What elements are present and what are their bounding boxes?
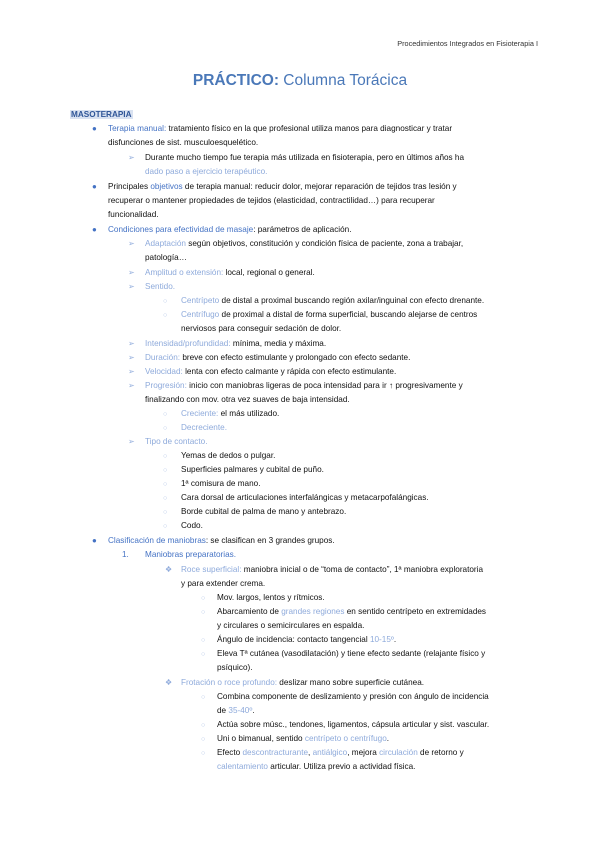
objetivos-line-3: funcionalidad. (108, 210, 159, 219)
arrow-bullet-icon: ➢ (128, 367, 135, 376)
tipo-item: Codo. (181, 521, 203, 530)
circle-bullet-icon: ○ (163, 467, 168, 474)
intensidad-line: Intensidad/profundidad: mínima, media y máxima. (145, 339, 327, 348)
circle-bullet-icon: ○ (201, 694, 206, 701)
list-number: 1. (122, 550, 129, 559)
velocidad-line: Velocidad: lenta con efecto calmante y rápida con efecto estimulante. (145, 367, 397, 376)
circle-bullet-icon: ○ (201, 637, 206, 644)
circle-bullet-icon: ○ (163, 453, 168, 460)
circle-bullet-icon: ○ (163, 425, 168, 432)
arrow-bullet-icon: ➢ (128, 239, 135, 248)
tipo-item: Borde cubital de palma de mano y antebrazo. (181, 507, 347, 516)
frotacion-line: Frotación o roce profundo: deslizar mano sobre superficie cutánea. (181, 678, 425, 687)
adaptacion-line-1: Adaptación según objetivos, constitución y condición física de paciente, zona a trabajar, (145, 239, 464, 248)
progresion-line-2: finalizando con mov. otra vez suaves de baja intensidad. (145, 395, 350, 404)
objetivos-line-2: recuperar o mantener propiedades de tejidos (elasticidad, contractilidad…) para recuperar (108, 196, 435, 205)
creciente-line: Creciente: el más utilizado. (181, 409, 280, 418)
arrow-bullet-icon: ➢ (128, 437, 135, 446)
tipo-item: 1ª comisura de mano. (181, 479, 261, 488)
page-title (0, 72, 600, 90)
bullet-icon: ● (92, 182, 97, 191)
roce-detail: Eleva Tª cutánea (vasodilatación) y tiene efecto sedante (relajante físico y (217, 649, 486, 658)
terapia-sub-1: Durante mucho tiempo fue terapia más utilizada en fisioterapia, pero en últimos años ha (145, 153, 465, 162)
adaptacion-line-2: patología… (145, 253, 187, 262)
arrow-bullet-icon: ➢ (128, 353, 135, 362)
bullet-icon: ● (92, 536, 97, 545)
preparatorias-line: Maniobras preparatorias. (145, 550, 237, 559)
roce-line-2: y para extender crema. (181, 579, 266, 588)
section-heading: MASOTERAPIA (71, 110, 132, 119)
frotacion-detail: Combina componente de deslizamiento y presión con ángulo de incidencia (217, 692, 489, 701)
progresion-line-1: Progresión: inicio con maniobras ligeras de poca intensidad para ir ↑ progresivamente y (145, 381, 463, 390)
centrifugo-line-2: nerviosos para conseguir sedación de dolor. (181, 324, 342, 333)
circle-bullet-icon: ○ (201, 651, 206, 658)
terapia-line-2: disfunciones de sist. musculoesquelético. (108, 138, 259, 147)
circle-bullet-icon: ○ (163, 312, 168, 319)
roce-detail: psíquico). (217, 663, 253, 672)
circle-bullet-icon: ○ (163, 523, 168, 530)
circle-bullet-icon: ○ (201, 722, 206, 729)
tipo-item: Superficies palmares y cubital de puño. (181, 465, 324, 474)
clasificacion-line: Clasificación de maniobras: se clasifican en 3 grandes grupos. (108, 536, 335, 545)
arrow-bullet-icon: ➢ (128, 339, 135, 348)
tipo-contacto-line: Tipo de contacto. (145, 437, 208, 446)
circle-bullet-icon: ○ (201, 609, 206, 616)
frotacion-detail: Efecto descontracturante, antiálgico, mejora circulación de retorno y (217, 748, 464, 757)
sentido-line: Sentido. (145, 282, 176, 291)
circle-bullet-icon: ○ (163, 495, 168, 502)
frotacion-detail: Uni o bimanual, sentido centrípeto o centrífugo. (217, 734, 390, 743)
circle-bullet-icon: ○ (201, 750, 206, 757)
circle-bullet-icon: ○ (163, 481, 168, 488)
arrow-bullet-icon: ➢ (128, 282, 135, 291)
circle-bullet-icon: ○ (201, 736, 206, 743)
circle-bullet-icon: ○ (163, 509, 168, 516)
frotacion-detail: de 35-40º. (217, 706, 255, 715)
arrow-bullet-icon: ➢ (128, 153, 135, 162)
roce-detail: y circulares o semicirculares en espalda. (217, 621, 365, 630)
circle-bullet-icon: ○ (163, 411, 168, 418)
title-bold: PRÁCTICO: (192, 72, 279, 89)
tipo-item: Cara dorsal de articulaciones interfalángicas y metacarpofalángicas. (181, 493, 429, 502)
centripeto-line: Centrípeto de distal a proximal buscando región axilar/inguinal con efecto drenante. (181, 296, 485, 305)
tipo-item: Yemas de dedos o pulgar. (181, 451, 276, 460)
diamond-bullet-icon: ❖ (165, 565, 173, 574)
circle-bullet-icon: ○ (163, 298, 168, 305)
arrow-bullet-icon: ➢ (128, 268, 135, 277)
bullet-icon: ● (92, 124, 97, 133)
decreciente-line: Decreciente. (181, 423, 227, 432)
arrow-bullet-icon: ➢ (128, 381, 135, 390)
objetivos-line-1: Principales objetivos de terapia manual: reducir dolor, mejorar reparación de tejidos tras lesión y (108, 182, 457, 191)
terapia-line-1: Terapia manual: tratamiento físico en la que profesional utiliza manos para diagnosticar y tratar (108, 124, 453, 133)
running-header: Procedimientos Integrados en Fisioterapia I (397, 39, 538, 48)
frotacion-detail: calentamiento articular. Utiliza previo a actividad física. (217, 762, 416, 771)
terapia-sub-2: dado paso a ejercicio terapéutico. (145, 167, 268, 176)
roce-detail: Abarcamiento de grandes regiones en sentido centrípeto en extremidades (217, 607, 487, 616)
roce-detail: Mov. largos, lentos y rítmicos. (217, 593, 325, 602)
frotacion-detail: Actúa sobre músc., tendones, ligamentos, cápsula articular y sist. vascular. (217, 720, 490, 729)
duracion-line: Duración: breve con efecto estimulante y prolongado con efecto sedante. (145, 353, 411, 362)
circle-bullet-icon: ○ (201, 595, 206, 602)
amplitud-line: Amplitud o extensión: local, regional o general. (145, 268, 315, 277)
centrifugo-line-1: Centrífugo de proximal a distal de forma superficial, buscando alejarse de centros (181, 310, 478, 319)
bullet-icon: ● (92, 225, 97, 234)
roce-detail: Ángulo de incidencia: contacto tangencial 10-15º. (217, 635, 397, 644)
title-rest: Columna Torácica (279, 72, 408, 89)
diamond-bullet-icon: ❖ (165, 678, 173, 687)
condiciones-line: Condiciones para efectividad de masaje: parámetros de aplicación. (108, 225, 352, 234)
roce-line-1: Roce superficial: maniobra inicial o de “toma de contacto”, 1ª maniobra exploratoria (181, 565, 484, 574)
